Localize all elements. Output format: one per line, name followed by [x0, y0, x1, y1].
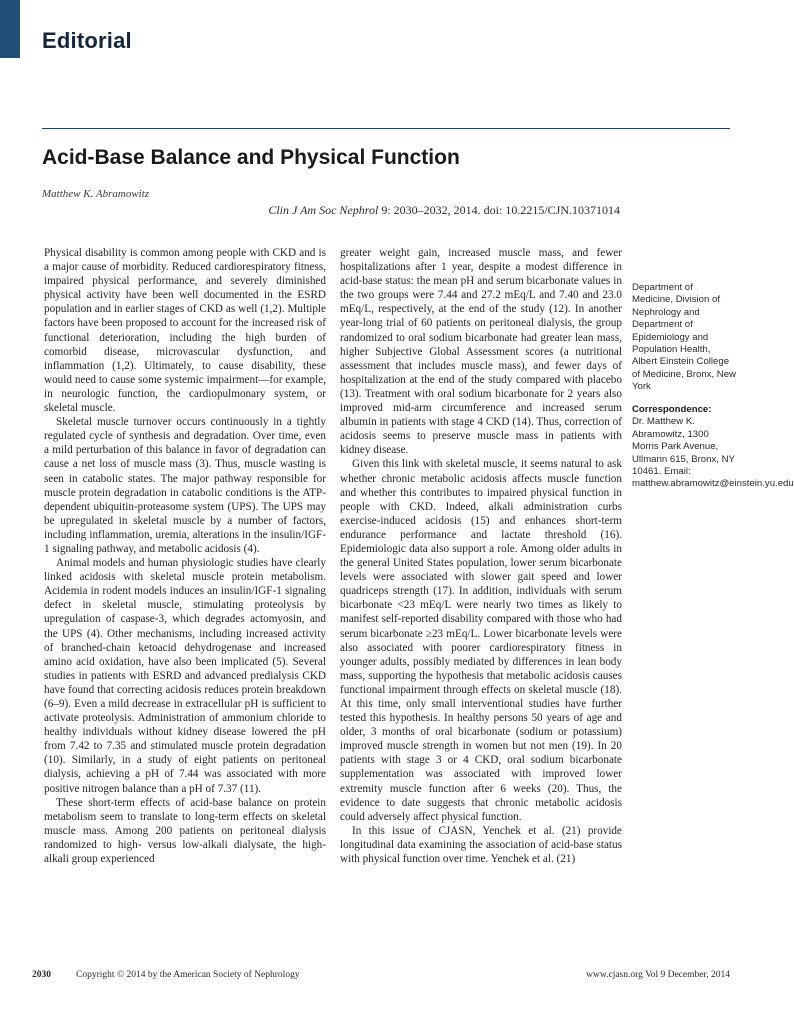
paragraph: These short-term effects of acid-base balance on protein metabolism seem to translate to long-term effects on skeletal muscle mass. Among 200 patients on peritoneal dialysis randomized to high- versus low-alkali dialysate, the high-alkali group experienced [44, 796, 326, 866]
body-column-middle [340, 246, 622, 866]
journal-issue-info: www.cjasn.org Vol 9 December, 2014 [586, 970, 730, 980]
correspondence-text: Dr. Matthew K. Abramowitz, 1300 Morris Park Avenue, Ullmann 615, Bronx, NY 10461. Email: matthew.abramowitz@einstein.yu.edu [632, 416, 794, 490]
section-color-tab [0, 0, 20, 58]
paragraph: Given this link with skeletal muscle, it seems natural to ask whether chronic metabolic acidosis affects muscle function and whether this contributes to impaired physical function in people with CKD. Indeed, alkali administration curbs exercise-induced acidosis (15) and enhances short-term endurance performance and lactate threshold (16). Epidemiologic data also support a role. Among older adults in the general United States population, lower serum bicarbonate levels were associated with slower gait speed and lower quadriceps strength (17). In addition, individuals with serum bicarbonate <23 mEq/L were nearly two times as likely to manifest self-reported disability compared with those who had serum bicarbonate ≥23 mEq/L. Lower bicarbonate levels were also associated with poorer cardiorespiratory fitness in younger adults, possibly mediated by differences in lean body mass, supporting the hypothesis that metabolic acidosis causes functional impairment through effects on skeletal muscle (18). At this time, only small interventional studies have further tested this hypothesis. In healthy persons 50 years of age and older, 3 months of oral bicarbonate (sodium or potassium) improved muscle strength in women but not men (19). In 20 patients with stage 3 or 4 CKD, oral sodium bicarbonate supplementation was associated with improved lower extremity muscle function after 6 weeks (20). Thus, the evidence to date suggests that chronic metabolic acidosis could adversely affect physical function. [340, 458, 622, 823]
correspondence-label: Correspondence: [632, 404, 712, 415]
copyright-notice: Copyright © 2014 by the American Society of Nephrology [76, 970, 300, 980]
citation-line [268, 203, 620, 218]
paragraph: Animal models and human physiologic studies have clearly linked acidosis with skeletal muscle protein metabolism. Acidemia in rodent models induces an insulin/IGF-1 signaling defect in skeletal muscle, stimulating proteolysis by upregulation of caspase-3, which degrades actomyosin, and the UPS (4). Other mechanisms, including increased activity of branched-chain ketoacid dehydrogenase and increased amino acid oxidation, have also been implicated (5). Several studies in patients with ESRD and advanced predialysis CKD have found that correcting acidosis reduces protein breakdown (6–9). Even a mild decrease in extracellular pH is sufficient to activate proteolysis. Administration of ammonium chloride to healthy individuals without kidney disease lowered the pH from 7.42 to 7.35 and stimulated muscle protein degradation (10). Similarly, in a study of eight patients on peritoneal dialysis, achieving a pH of 7.44 was associated with more positive nitrogen balance than a pH of 7.37 (11). [44, 557, 326, 795]
paragraph: Physical disability is common among people with CKD and is a major cause of morbidity. Reduced cardiorespiratory fitness, impaired physical performance, and severely diminished physical activity have been well documented in the ESRD population and in earlier stages of CKD as well (1,2). Multiple factors have been proposed to account for the increased risk of functional deterioration, including the high burden of comorbid disease, microvascular dysfunction, and inflammation (1,2). Ultimately, to cause disability, these would need to cause some systemic impairment—for example, in neurologic function, the cardiopulmonary system, or skeletal muscle. [44, 247, 326, 415]
affiliation-note: Department of Medicine, Division of Nephrology and Department of Epidemiology and Population Health, Albert Einstein College of Medicine, Bronx, New York [632, 282, 736, 393]
header-divider [42, 128, 730, 129]
citation-details: 9: 2030–2032, 2014. doi: 10.2215/CJN.10371014 [378, 203, 620, 217]
citation-journal: Clin J Am Soc Nephrol [268, 203, 379, 217]
correspondence-note [632, 404, 794, 491]
paragraph: In this issue of CJASN, Yenchek et al. (21) provide longitudinal data examining the association of acid-base status with physical function over time. Yenchek et al. (21) [340, 824, 622, 866]
paragraph: greater weight gain, increased muscle mass, and fewer hospitalizations after 1 year, despite a modest difference in acid-base status: the mean pH and serum bicarbonate values in the two groups were 7.44 and 27.2 mEq/L and 7.40 and 23.0 mEq/L, respectively, at the end of the study (12). In another year-long trial of 60 patients on peritoneal dialysis, the group randomized to oral sodium bicarbonate had greater lean mass, higher Subjective Global Assessment scores (a nutritional assessment that includes muscle mass), and fewer days of hospitalization at the end of the study compared with placebo (13). Treatment with oral sodium bicarbonate for 2 years also improved mid-arm circumference and increased serum albumin in patients with stage 4 CKD (14). Thus, correction of acidosis seems to preserve muscle mass in patients with kidney disease. [340, 247, 622, 457]
page-number: 2030 [32, 970, 51, 980]
author-name: Matthew K. Abramowitz [42, 188, 150, 200]
body-column-left [44, 246, 326, 866]
paragraph: Skeletal muscle turnover occurs continuously in a tightly regulated cycle of synthesis and degradation. Over time, even a mild perturbation of this balance in favor of degradation can cause a net loss of muscle mass (3). Thus, muscle wasting is seen in catabolic states. The major pathway responsible for muscle protein degradation in catabolic conditions is the ATP-dependent ubiquitin-proteasome system (UPS). The UPS may be upregulated in skeletal muscle by a number of factors, including inflammation, uremia, alterations in the insulin/IGF-1 signaling pathway, and metabolic acidosis (4). [44, 416, 326, 555]
section-label: Editorial [42, 28, 132, 53]
article-title: Acid-Base Balance and Physical Function [42, 146, 460, 169]
